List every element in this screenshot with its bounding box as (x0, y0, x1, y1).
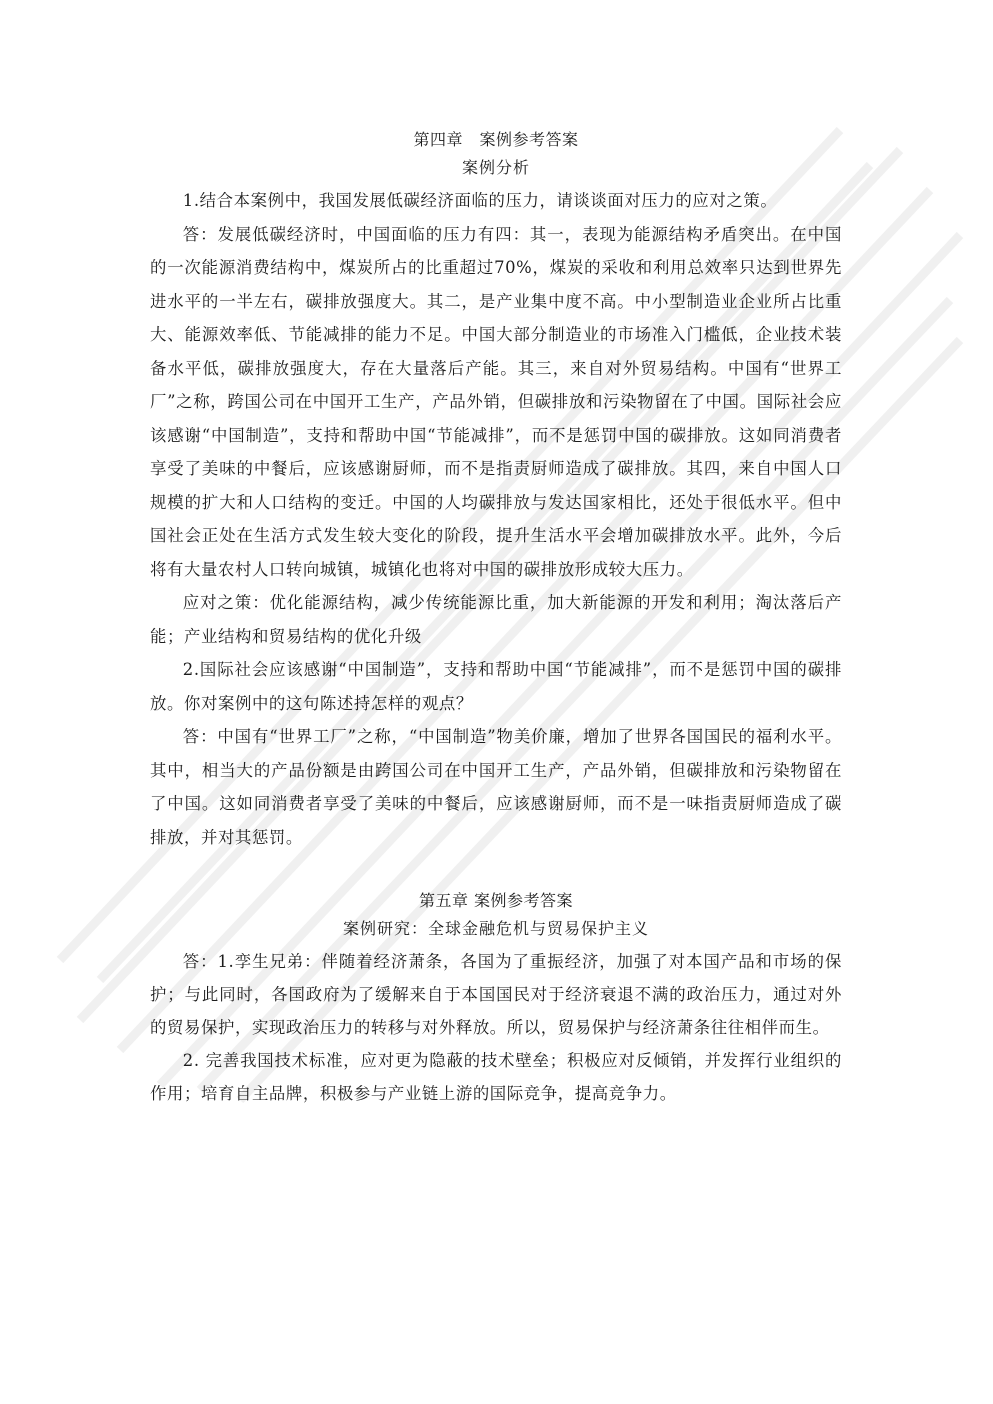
chapter5-subtitle: 案例研究：全球金融危机与贸易保护主义 (342, 919, 649, 938)
document-body (150, 128, 842, 1110)
chapter4-strategy: 应对之策：优化能源结构，减少传统能源比重，加大新能源的开发和利用；淘汰落后产能；产业结构和贸易结构的优化升级 (150, 593, 842, 646)
chapter4-answer-2: 答：中国有“世界工厂”之称，“中国制造”物美价廉，增加了世界各国国民的福利水平。其中，相当大的产品份额是由跨国公司在中国开工生产，产品外销，但碳排放和污染物留在了中国。这如同消费者享受了美味的中餐后，应该感谢厨师，而不是一味指责厨师造成了碳排放，并对其惩罚。 (150, 727, 842, 847)
chapter5-answer-2: 2. 完善我国技术标准，应对更为隐蔽的技术壁垒；积极应对反倾销，并发挥行业组织的作用；培育自主品牌，积极参与产业链上游的国际竞争，提高竞争力。 (150, 1051, 842, 1103)
chapter4-title: 第四章 案例参考答案 (413, 130, 579, 149)
chapter4-answer-1: 答：发展低碳经济时，中国面临的压力有四：其一，表现为能源结构矛盾突出。在中国的一次能源消费结构中，煤炭所占的比重超过70%，煤炭的采收和利用总效率只达到世界先进水平的一半左右，碳排放强度大。其二，是产业集中度不高。中小型制造业企业所占比重大、能源效率低、节能减排的能力不足。中国大部分制造业的市场准入门槛低，企业技术装备水平低，碳排放强度大，存在大量落后产能。其三，来自对外贸易结构。中国有“世界工厂”之称，跨国公司在中国开工生产，产品外销，但碳排放和污染物留在了中国。国际社会应该感谢“中国制造”，支持和帮助中国“节能减排”，而不是惩罚中国的碳排放。这如同消费者享受了美味的中餐后，应该感谢厨师，而不是指责厨师造成了碳排放。其四，来自中国人口规模的扩大和人口结构的变迁。中国的人均碳排放与发达国家相比，还处于很低水平。但中国社会正处在生活方式发生较大变化的阶段，提升生活水平会增加碳排放水平。此外，今后将有大量农村人口转向城镇，城镇化也将对中国的碳排放形成较大压力。 (150, 224, 842, 579)
chapter5-answer-1: 答：1.孪生兄弟：伴随着经济萧条，各国为了重振经济，加强了对本国产品和市场的保护；与此同时，各国政府为了缓解来自于本国国民对于经济衰退不满的政治压力，通过对外的贸易保护，实现政治压力的转移与对外释放。所以，贸易保护与经济萧条往往相伴而生。 (150, 952, 842, 1037)
chapter4-question-1: 1.结合本案例中，我国发展低碳经济面临的压力，请谈谈面对压力的应对之策。 (182, 191, 778, 210)
chapter4-question-2: 2.国际社会应该感谢“中国制造”，支持和帮助中国“节能减排”，而不是惩罚中国的碳排放。你对案例中的这句陈述持怎样的观点？ (150, 660, 842, 713)
chapter5-title: 第五章 案例参考答案 (418, 891, 574, 910)
section-spacer (150, 854, 842, 889)
chapter4-subtitle: 案例分析 (461, 158, 530, 177)
